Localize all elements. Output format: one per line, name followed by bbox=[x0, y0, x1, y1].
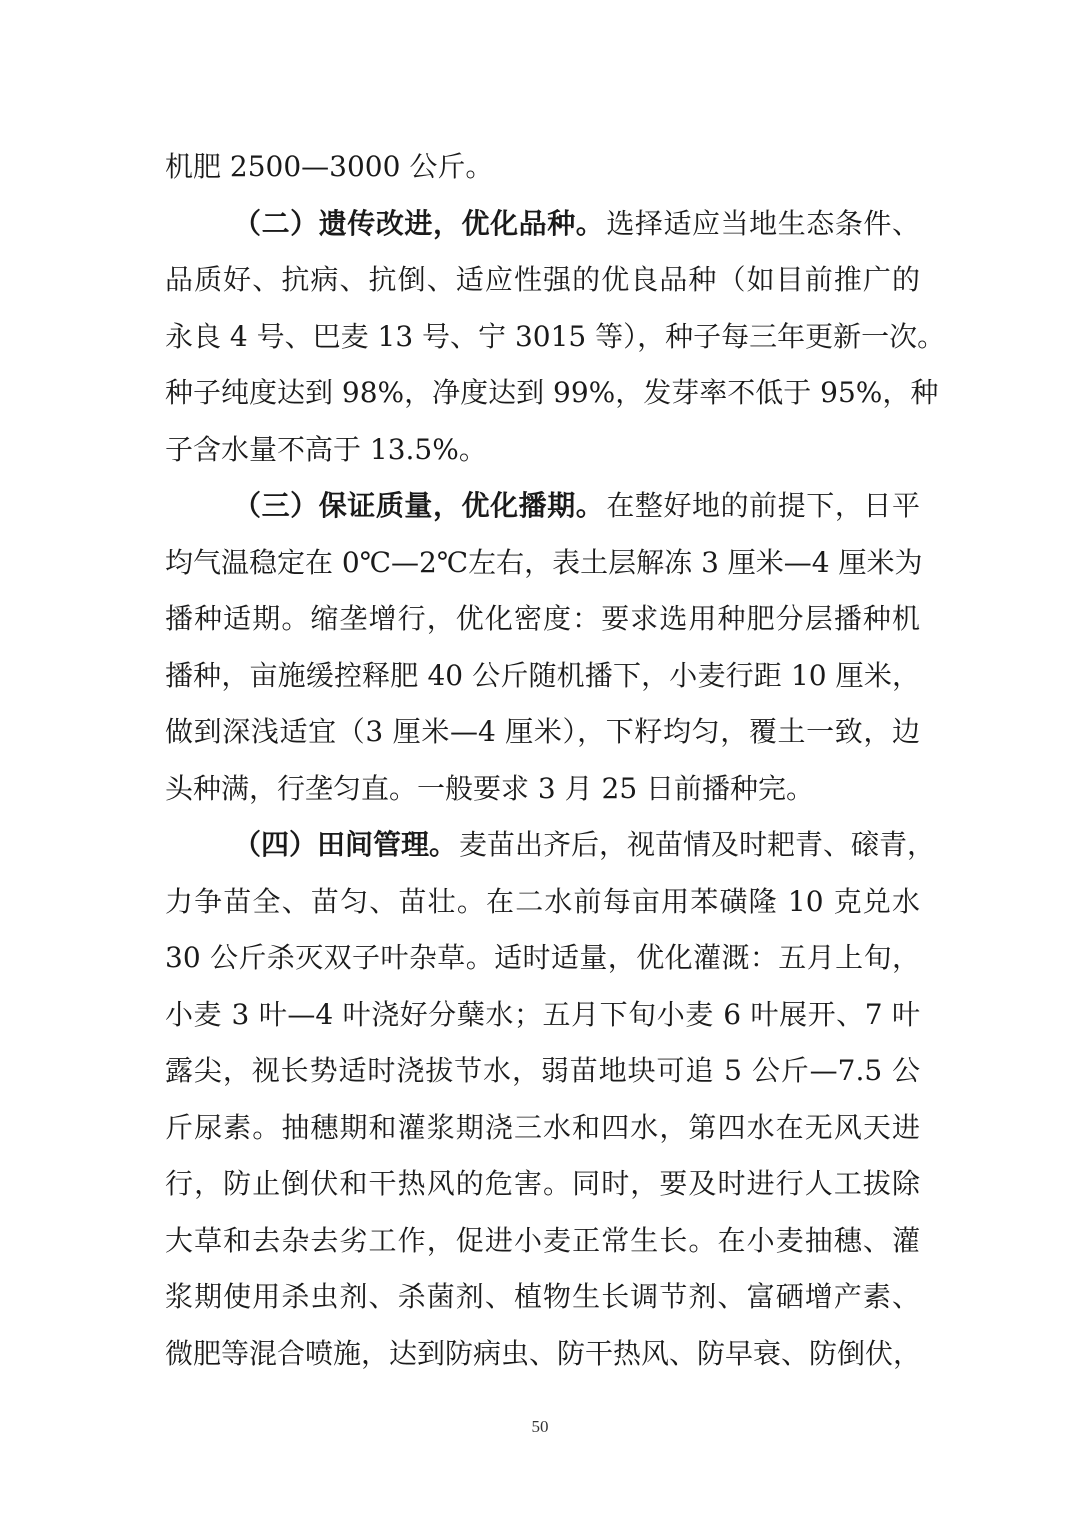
section-heading: （二）遗传改进，优化品种。 bbox=[233, 206, 605, 240]
page-number: 50 bbox=[531, 1417, 549, 1436]
section-heading: （三）保证质量，优化播期。 bbox=[233, 489, 605, 522]
page-body bbox=[165, 139, 946, 1382]
section-heading: （四）田间管理。 bbox=[233, 828, 458, 861]
text-line: 均气温稳定在 0℃—2℃左右，表土层解冻 3 厘米—4 厘米为 bbox=[165, 545, 923, 579]
text-line: 永良 4 号、巴麦 13 号、宁 3015 等），种子每三年更新一次。 bbox=[165, 319, 946, 353]
text-line: 斤尿素。抽穗期和灌浆期浇三水和四水，第四水在无风天进 bbox=[165, 1110, 920, 1144]
text-line: 微肥等混合喷施，达到防病虫、防干热风、防早衰、防倒伏， bbox=[165, 1336, 922, 1370]
text-line: 30 公斤杀灭双子叶杂草。适时适量，优化灌溉：五月上旬， bbox=[165, 941, 920, 974]
text-line: 做到深浅适宜（3 厘米—4 厘米），下籽均匀，覆土一致，边 bbox=[165, 715, 920, 748]
text-line: 品质好、抗病、抗倒、适应性强的优良品种（如目前推广的 bbox=[165, 263, 920, 296]
text-line: 子含水量不高于 13.5%。 bbox=[165, 432, 487, 466]
text-line: 播种，亩施缓控释肥 40 公斤随机播下，小麦行距 10 厘米， bbox=[165, 658, 920, 692]
section-heading-line: （四）田间管理。麦苗出齐后，视苗情及时耙青、磙青， bbox=[233, 828, 936, 861]
text-line: 播种适期。缩垄增行，优化密度：要求选用种肥分层播种机 bbox=[165, 602, 920, 635]
text-line: 力争苗全、苗匀、苗壮。在二水前每亩用苯磺隆 10 克兑水 bbox=[165, 884, 920, 918]
text-line: 大草和去杂去劣工作，促进小麦正常生长。在小麦抽穗、灌 bbox=[165, 1223, 920, 1257]
section-heading-line: （二）遗传改进，优化品种。选择适应当地生态条件、 bbox=[233, 206, 920, 240]
text-line: 头种满，行垄匀直。一般要求 3 月 25 日前播种完。 bbox=[165, 771, 815, 805]
text-line: 小麦 3 叶—4 叶浇好分蘖水；五月下旬小麦 6 叶展开、7 叶 bbox=[165, 997, 920, 1031]
text-line: 种子纯度达到 98%，净度达到 99%，发芽率不低于 95%，种 bbox=[165, 376, 939, 409]
text-line: 露尖，视长势适时浇拔节水，弱苗地块可追 5 公斤—7.5 公 bbox=[165, 1054, 920, 1087]
text-line: 行，防止倒伏和干热风的危害。同时，要及时进行人工拔除 bbox=[165, 1167, 920, 1200]
text-line: 浆期使用杀虫剂、杀菌剂、植物生长调节剂、富硒增产素、 bbox=[165, 1280, 920, 1313]
text-line: 机肥 2500—3000 公斤。 bbox=[165, 150, 494, 183]
section-heading-line: （三）保证质量，优化播期。在整好地的前提下，日平 bbox=[233, 489, 920, 522]
